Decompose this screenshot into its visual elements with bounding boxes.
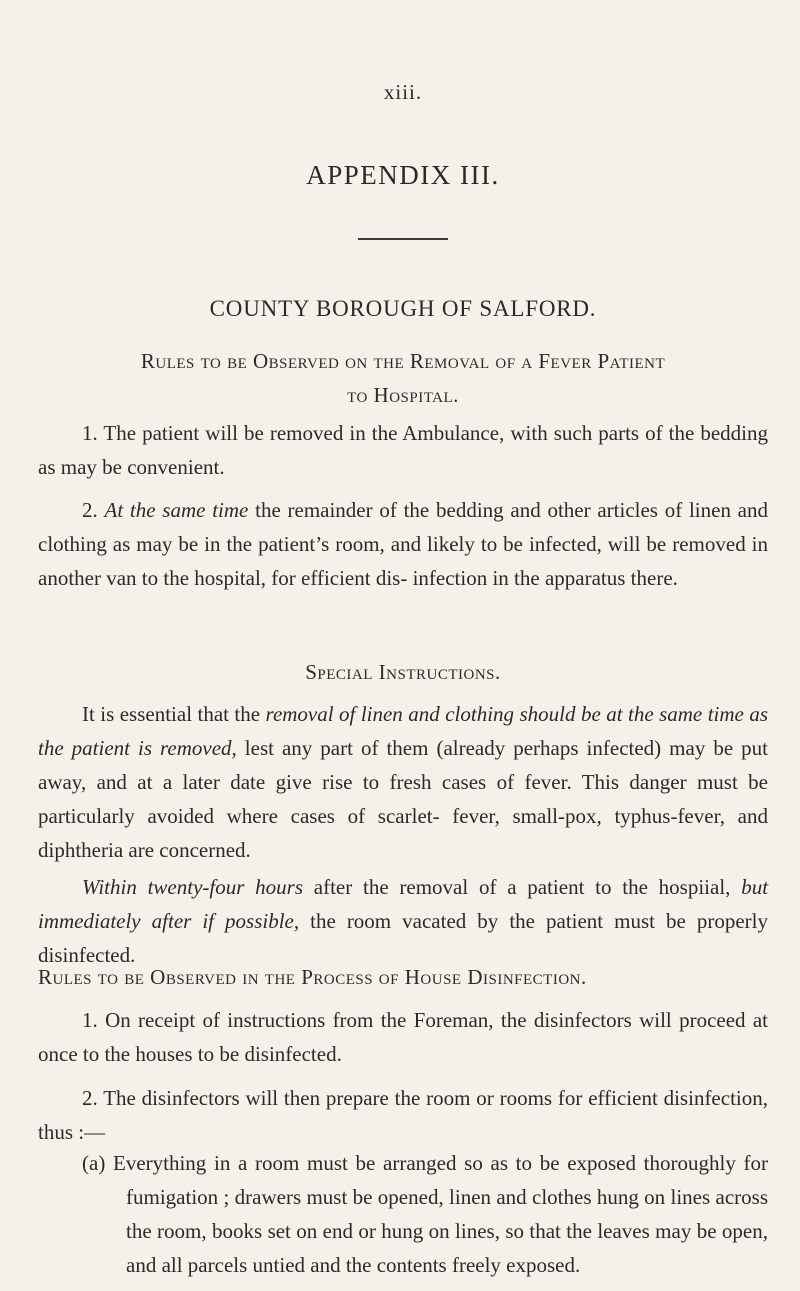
rule-text: The patient will be removed in the Ambulance, with such parts of the bedding as may be convenient. xyxy=(38,421,768,479)
paragraph-text: It is essential that the xyxy=(82,702,261,726)
rule-number: 1. xyxy=(82,1008,98,1032)
section2-rules xyxy=(38,1003,768,1149)
section1-heading xyxy=(38,344,768,412)
section1-rule-2 xyxy=(38,493,768,595)
special-paragraph-2 xyxy=(38,870,768,972)
section2-rule-1 xyxy=(38,1003,768,1071)
rule-emphasis: At the same time xyxy=(104,498,249,522)
appendix-title: APPENDIX III. xyxy=(306,160,500,190)
paragraph-text: lest any part of them (already perhaps infected) may be put away, and at a later date give rise to fresh cases of fever. This danger must be particularly avoided where cases of scarlet- fever, small-pox, typhus-fever, and diphtheria are concerned. xyxy=(38,736,768,862)
section1-heading-line1: Rules to be Observed on the Removal of a Fever Patient xyxy=(140,349,666,373)
rule-number: 2. xyxy=(82,498,98,522)
special-instructions-heading: Special Instructions. xyxy=(305,660,501,684)
rule-number: 1. xyxy=(82,421,98,445)
section2-rule-2 xyxy=(38,1081,768,1149)
item-text: Everything in a room must be arranged so as to be exposed thoroughly for fumigation ; drawers must be opened, linen and clothes hung on lines across the room, books set on end or hung on lines, so that the leaves may be open, and all parcels untied and the contents freely exposed. xyxy=(113,1151,769,1277)
paragraph-emphasis: removal of linen and clothing should be at the same time as the patient is removed, xyxy=(38,702,768,760)
rule-number: 2. xyxy=(82,1086,98,1110)
borough-title: COUNTY BOROUGH OF SALFORD. xyxy=(209,296,597,321)
section2-heading: Rules to be Observed in the Process of House Disinfection. xyxy=(38,965,587,989)
rule-text: the remainder of the bedding and other articles of linen and clothing as may be in the patient’s room, and likely to be infected, will be removed in another van to the hospital, for efficient dis- infection in the apparatus there. xyxy=(38,498,769,590)
paragraph-text: the room vacated by the patient must be properly disinfected. xyxy=(38,909,769,967)
item-label: (a) xyxy=(82,1151,106,1175)
paragraph-text: after the removal of a patient to the hospiial, xyxy=(313,875,731,899)
paragraph-emphasis: Within twenty-four hours xyxy=(82,875,304,899)
paragraph-emphasis: but immediately after if possible, xyxy=(38,875,769,933)
section1-heading-line2: to Hospital. xyxy=(347,383,459,407)
page-number: xiii. xyxy=(383,80,423,104)
rule-text: The disinfectors will then prepare the room or rooms for efficient disinfection, thus :— xyxy=(38,1086,768,1144)
section1-rule-1 xyxy=(38,416,768,484)
rule-text: On receipt of instructions from the Foreman, the disinfectors will proceed at once to the houses to be disinfected. xyxy=(38,1008,768,1066)
divider-rule xyxy=(358,238,448,240)
section1-rules xyxy=(38,416,768,595)
special-paragraph-1 xyxy=(38,697,768,867)
section2-item-a xyxy=(82,1146,768,1282)
special-instructions-body xyxy=(38,697,768,972)
